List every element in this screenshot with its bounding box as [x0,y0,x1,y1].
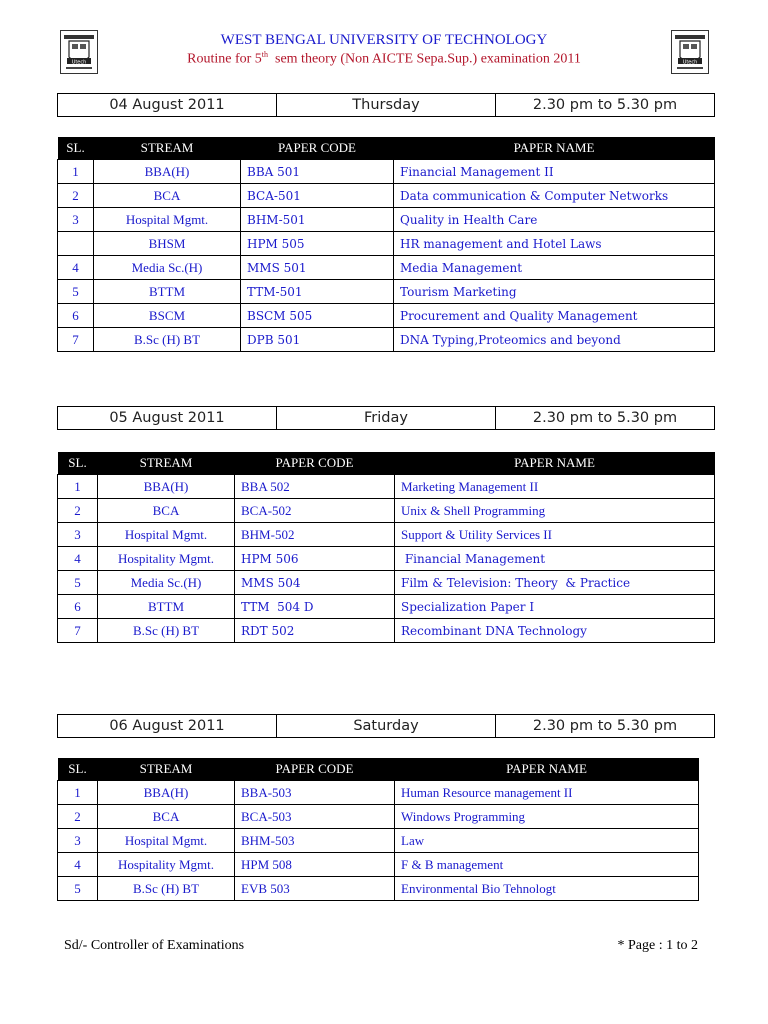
paper-name-cell: Support & Utility Services II [395,523,715,547]
column-header-stream: STREAM [98,758,235,781]
paper-name-cell: Procurement and Quality Management [394,304,715,328]
paper-code-cell: BCA-503 [235,805,395,829]
signature-line: Sd/- Controller of Examinations [64,938,245,953]
column-header-paper-code: PAPER CODE [241,137,394,160]
session-day: Thursday [277,94,496,116]
session-time: 2.30 pm to 5.30 pm [532,410,678,426]
stream-cell: BTTM [98,595,235,619]
paper-name-cell: Recombinant DNA Technology [395,619,715,643]
sl-cell: 3 [58,829,98,853]
sl-cell: 5 [58,280,94,304]
session-time: 2.30 pm to 5.30 pm [532,97,678,113]
stream-cell: Hospitality Mgmt. [98,547,235,571]
sl-cell: 2 [58,499,98,523]
paper-code-cell: BCA-502 [235,499,395,523]
exam-schedule-table [57,758,699,901]
paper-code-cell: BCA-501 [241,184,394,208]
paper-name-cell: Environmental Bio Tehnologt [395,877,699,901]
table-row [58,304,715,328]
table-row [58,805,699,829]
sl-cell: 7 [58,328,94,352]
table-row [58,571,715,595]
session-time: 2.30 pm to 5.30 pm [532,718,678,734]
sl-cell: 1 [58,781,98,805]
table-row [58,232,715,256]
column-header-paper-code: PAPER CODE [235,452,395,475]
paper-name-cell: Unix & Shell Programming [395,499,715,523]
paper-code-cell: TTM 504 D [235,595,395,619]
column-header-sl: SL. [58,137,94,160]
session-date: 04 August 2011 [58,94,277,116]
table-row [58,160,715,184]
svg-text:Utech: Utech [71,59,87,66]
paper-name-cell: HR management and Hotel Laws [394,232,715,256]
sl-cell: 4 [58,853,98,877]
table-row [58,877,699,901]
stream-cell: Media Sc.(H) [98,571,235,595]
paper-code-cell: BHM-503 [235,829,395,853]
stream-cell: B.Sc (H) BT [94,328,241,352]
paper-code-cell: BBA 501 [241,160,394,184]
paper-code-cell: TTM-501 [241,280,394,304]
paper-code-cell: BSCM 505 [241,304,394,328]
paper-code-cell: HPM 505 [241,232,394,256]
session-date-bar [57,93,715,117]
exam-schedule-table [57,452,715,643]
column-header-paper-code: PAPER CODE [235,758,395,781]
sl-cell: 1 [58,475,98,499]
table-row [58,475,715,499]
stream-cell: B.Sc (H) BT [98,619,235,643]
column-header-paper-name: PAPER NAME [394,137,715,160]
table-header-row [58,137,715,160]
session-day: Friday [277,407,496,429]
table-row [58,829,699,853]
paper-code-cell: EVB 503 [235,877,395,901]
sl-cell: 4 [58,256,94,280]
table-row [58,256,715,280]
session-date-bar [57,406,715,430]
stream-cell: Hospitality Mgmt. [98,853,235,877]
session-date-bar [57,714,715,738]
paper-code-cell: DPB 501 [241,328,394,352]
paper-code-cell: RDT 502 [235,619,395,643]
stream-cell: Hospital Mgmt. [98,829,235,853]
table-row [58,184,715,208]
paper-name-cell: Quality in Health Care [394,208,715,232]
paper-name-cell: Financial Management II [394,160,715,184]
stream-cell: BCA [94,184,241,208]
table-row [58,499,715,523]
sl-cell: 2 [58,184,94,208]
paper-code-cell: HPM 506 [235,547,395,571]
paper-name-cell: F & B management [395,853,699,877]
stream-cell: BBA(H) [98,781,235,805]
paper-code-cell: BHM-502 [235,523,395,547]
sl-cell: 1 [58,160,94,184]
stream-cell: BCA [98,499,235,523]
sl-cell: 3 [58,523,98,547]
column-header-sl: SL. [58,452,98,475]
stream-cell: Hospital Mgmt. [94,208,241,232]
stream-cell: BBA(H) [94,160,241,184]
stream-cell: BHSM [94,232,241,256]
document-subtitle: Routine for 5th sem theory (Non AICTE Sepa.Sup.) examination 2011 [187,50,581,67]
svg-text:Utech: Utech [682,59,698,66]
stream-cell: BTTM [94,280,241,304]
column-header-stream: STREAM [98,452,235,475]
paper-code-cell: BBA 502 [235,475,395,499]
session-date: 06 August 2011 [58,715,277,737]
sl-cell: 7 [58,619,98,643]
stream-cell: B.Sc (H) BT [98,877,235,901]
column-header-sl: SL. [58,758,98,781]
sl-cell: 6 [58,304,94,328]
sl-cell: 3 [58,208,94,232]
paper-name-cell: Tourism Marketing [394,280,715,304]
column-header-stream: STREAM [94,137,241,160]
paper-name-cell: Marketing Management II [395,475,715,499]
table-row [58,208,715,232]
table-row [58,547,715,571]
table-header-row [58,452,715,475]
paper-name-cell: Law [395,829,699,853]
paper-code-cell: BBA-503 [235,781,395,805]
paper-name-cell: Data communication & Computer Networks [394,184,715,208]
paper-code-cell: BHM-501 [241,208,394,232]
table-row [58,280,715,304]
table-header-row [58,758,699,781]
paper-name-cell: Media Management [394,256,715,280]
paper-name-cell: Financial Management [395,547,715,571]
table-row [58,595,715,619]
document-title: WEST BENGAL UNIVERSITY OF TECHNOLOGY [220,32,548,48]
paper-name-cell: DNA Typing,Proteomics and beyond [394,328,715,352]
sl-cell: 6 [58,595,98,619]
page-indicator: * Page : 1 to 2 [617,938,698,953]
table-row [58,523,715,547]
column-header-paper-name: PAPER NAME [395,758,699,781]
paper-name-cell: Windows Programming [395,805,699,829]
table-row [58,328,715,352]
paper-code-cell: HPM 508 [235,853,395,877]
session-date: 05 August 2011 [58,407,277,429]
paper-name-cell: Human Resource management II [395,781,699,805]
table-row [58,853,699,877]
session-day: Saturday [277,715,496,737]
sl-cell [58,232,94,256]
table-row [58,619,715,643]
sl-cell: 2 [58,805,98,829]
stream-cell: BSCM [94,304,241,328]
paper-code-cell: MMS 504 [235,571,395,595]
stream-cell: Media Sc.(H) [94,256,241,280]
paper-name-cell: Specialization Paper I [395,595,715,619]
paper-name-cell: Film & Television: Theory & Practice [395,571,715,595]
stream-cell: BCA [98,805,235,829]
sl-cell: 5 [58,571,98,595]
sl-cell: 5 [58,877,98,901]
sl-cell: 4 [58,547,98,571]
stream-cell: Hospital Mgmt. [98,523,235,547]
table-row [58,781,699,805]
paper-code-cell: MMS 501 [241,256,394,280]
stream-cell: BBA(H) [98,475,235,499]
column-header-paper-name: PAPER NAME [395,452,715,475]
exam-schedule-table [57,137,715,352]
